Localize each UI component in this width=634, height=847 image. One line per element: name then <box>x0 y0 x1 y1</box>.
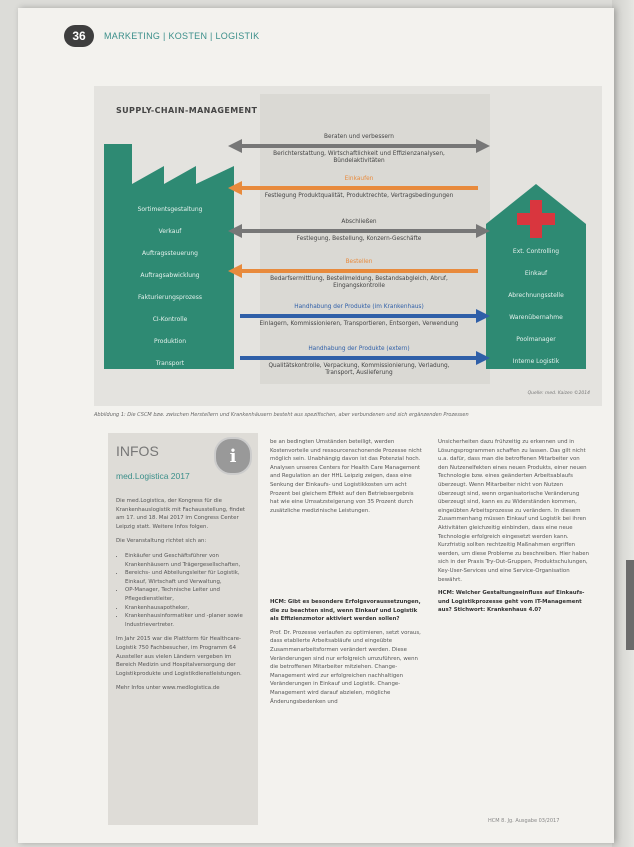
hospital-process-box: Einkauf <box>492 268 580 279</box>
infos-box <box>108 433 258 825</box>
factory-process-box: Auftragsabwicklung <box>122 270 218 281</box>
figure-title: SUPPLY-CHAIN-MANAGEMENT <box>116 106 258 115</box>
page-tab <box>626 560 634 650</box>
flow-title: Einkaufen <box>344 176 374 182</box>
factory-process-box: Verkauf <box>122 226 218 237</box>
infos-subtitle: med.Logistica 2017 <box>116 471 190 481</box>
column-2 <box>438 438 590 620</box>
page-number: 36 <box>64 25 94 47</box>
factory-process-box: Fakturierungsprozess <box>122 292 218 303</box>
infos-list-item: • Krankenhausinformatiker und -planer sowie Industrievertreter. <box>125 612 252 629</box>
page-edge-shadow <box>612 0 634 847</box>
infos-list-item: • OP-Manager, Technische Leiter und Pflegedienstleiter, <box>125 586 252 603</box>
supply-chain-figure <box>94 86 602 406</box>
infos-title: INFOS <box>116 443 159 459</box>
column-1b <box>270 598 422 711</box>
infos-list-item: • Bereichs- und Abteilungsleiter für Logistik, Einkauf, Wirtschaft und Verwaltung, <box>125 569 252 586</box>
factory-process-box: Transport <box>122 358 218 369</box>
interview-question: HCM: Welcher Gestaltungseinfluss auf Einkaufs- und Logistikprozesse geht vom IT-Management aus? Stichwort: Krankenhaus 4.0? <box>438 590 585 614</box>
factory-process-box: Produktion <box>122 336 218 347</box>
hospital-process-box: Poolmanager <box>492 334 580 345</box>
infos-paragraph: Im Jahr 2015 war die Plattform für Healthcare-Logistik 750 Fachbesucher, im Programm 64 Aussteller aus vielen Ländern vergeben im Bereich Medizin und Hospitalversorgung der Logistikprodukte und Logistikdienstleistungen. <box>116 636 242 677</box>
flow-detail: Berichterstattung, Wirtschaftlichkeit und Effizienzanalysen, Bündelaktivitäten <box>273 151 445 164</box>
infos-paragraph: Die Veranstaltung richtet sich an: <box>116 538 207 545</box>
flow-detail: Bedarfsermittlung, Bestellmeldung, Bestandsabgleich, Abruf, Eingangskontrolle <box>270 276 448 289</box>
hospital-process-box: Interne Logistik <box>492 356 580 367</box>
factory-process-box: Sortimentsgestaltung <box>122 204 218 215</box>
magazine-page <box>18 8 614 843</box>
section-title: MARKETING | KOSTEN | LOGISTIK <box>104 31 260 41</box>
flow-title: Bestellen <box>345 259 373 265</box>
flow-title: Handhabung der Produkte (extern) <box>308 346 410 352</box>
hospital-process-box: Ext. Controlling <box>492 246 580 257</box>
column-1 <box>270 438 422 520</box>
infos-list <box>116 552 252 629</box>
flow-title: Abschließen <box>341 219 377 225</box>
infos-body <box>116 497 252 699</box>
flow-detail: Festlegung, Bestellung, Konzern-Geschäfte <box>296 236 422 242</box>
flow-detail: Qualitätskontrolle, Verpackung, Kommissionierung, Verladung, Transport, Auslieferung <box>268 363 450 376</box>
hospital-process-box: Abrechnungsstelle <box>492 290 580 301</box>
infos-link[interactable]: Mehr Infos unter www.medlogistica.de <box>116 685 220 692</box>
infos-list-item: • Krankenhausapotheker, <box>125 604 252 613</box>
figure-credit: Quelle: med. Kaizen ©2014 <box>527 391 590 396</box>
flow-detail: Festlegung Produktqualität, Produktrechte, Vertragsbedingungen <box>264 193 454 199</box>
flow-title: Beraten und verbessern <box>324 134 394 140</box>
body-text: be an bedingten Umständen beteiligt, werden Kostenvorteile und ressourcenschonende Prozesse nicht möglich sein. Unabhängig davon ist das Potenzial hoch. Analysen unseres Centers for Health Care Management and Regulation an der HHL Leipzig zeigen, dass eine Senkung der Einkaufs- und Logistikkosten um acht Prozent bei gleichem Effekt auf den Betriebsergebnis hat wie eine Umsatzsteigerung von 35 Prozent durch zusätzliche medizinische Leistungen. <box>270 439 422 514</box>
factory-process-box: Auftragssteuerung <box>122 248 218 259</box>
body-text: Prof. Dr. Prozesse verlaufen zu optimieren, setzt voraus, dass etablierte Arbeitsabläufe und eingeübte Zusammenarbeitsformen verändert werden. Diese Veränderungen sind nur erfolgreich umzuführen, wenn die betroffenen Mitarbeiter mitziehen. Change-Management wird zur erfolgreichen nachhaltigen Veränderungen in Einkauf und Logistik. Change-Management wird darauf abzielen, mögliche Änderungsbedenken und <box>270 629 421 705</box>
interview-question: HCM: Gibt es besondere Erfolgsvoraussetzungen, die zu beachten sind, wenn Einkauf und Logistik als Effizienzmotor aktiviert werden sollen? <box>270 599 421 623</box>
infos-list-item: • Einkäufer und Geschäftsführer von Krankenhäusern und Trägergesellschaften, <box>125 552 252 569</box>
body-text: Unsicherheiten dazu frühzeitig zu erkennen und in Lösungsprogrammen schaffen zu lassen. Das gilt nicht u.a. dafür, dass man die betroffenen Mitarbeiter von den Nutzenelfekten eines neuen Produkts, einer neuen Technologie bzw. eines geänderten Arbeitsablaufs überzeugt. Wenn Mitarbeiter nicht von Nutzen überzeugt sind, wenn organisatorische Veränderung überzeugt sind, kann es zu Widerständen kommen, eingeübten Arbeitsprozesse zu verändern. In diesem Zusammenhang müssen Einkauf und Logistik bei ihren Aktivitäten gleichzeitig einbinden, dass eine neue Technologie erfolgreich eingesetzt werden kann. Kurzfristig sollten rechtzeitig Maßnahmen ergriffen werden, um diese Probleme zu beschreiben. Hier haben sich in der Praxis Try-Out-Gruppen, Produktschulungen, Key-User-Services und eine Service-Organisation bewährt. <box>438 439 590 583</box>
figure-caption: Abbildung 1: Die CSCM bzw. zwischen Herstellern und Krankenhäusern besteht aus spezifischen, aber verbundenen und sich ergänzenden Prozessen <box>94 412 469 418</box>
infos-paragraph: Die med.Logistica, der Kongress für die Krankenhauslogistik mit Fachausstellung, findet am 17. und 18. Mai 2017 im Congress Center Leipzig statt. Weitere Infos folgen. <box>116 498 246 530</box>
page-header <box>64 24 259 48</box>
hospital-process-box: Warenübernahme <box>492 312 580 323</box>
factory-process-box: CI-Kontrolle <box>122 314 218 325</box>
info-icon: i <box>214 437 252 475</box>
page-footer: HCM 8. Jg. Ausgabe 03/2017 <box>488 818 560 824</box>
flow-detail: Einlagern, Kommissionieren, Transportieren, Entsorgen, Verwendung <box>259 321 459 327</box>
flow-title: Handhabung der Produkte (im Krankenhaus) <box>294 304 424 310</box>
